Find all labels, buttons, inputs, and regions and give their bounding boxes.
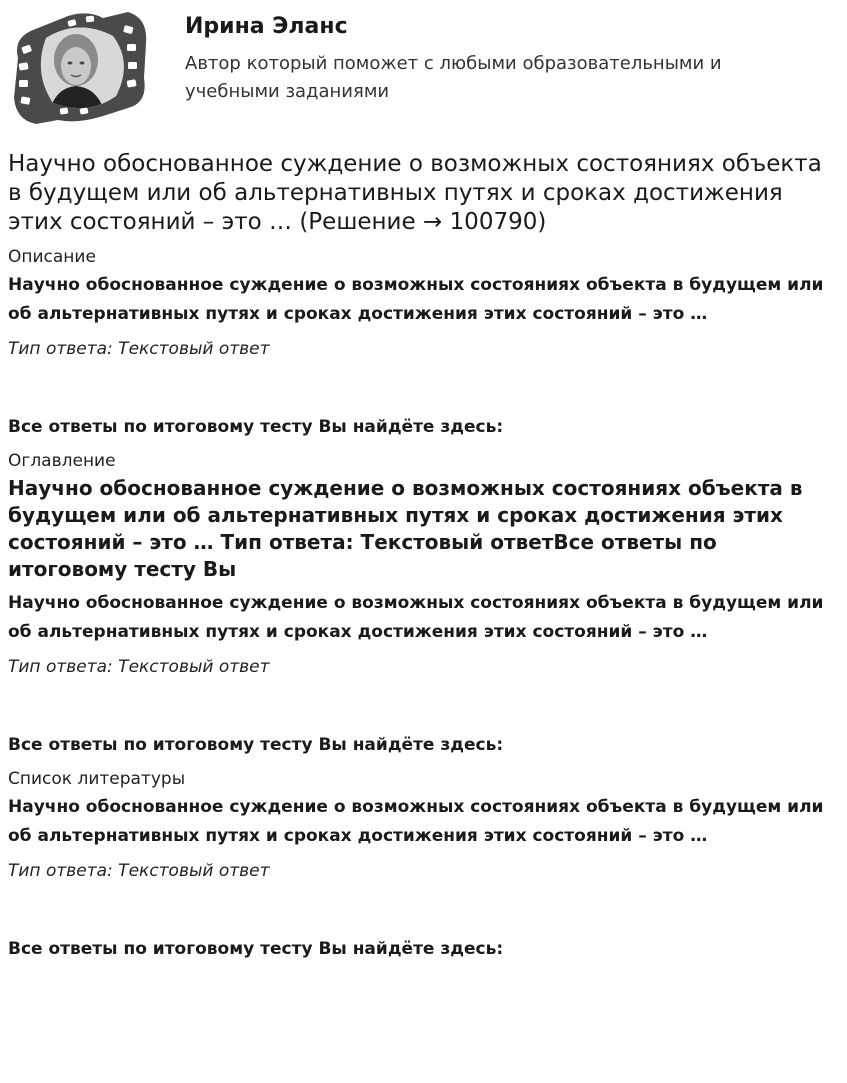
main-content	[8, 150, 838, 971]
description-answer-type: Тип ответа: Текстовый ответ	[8, 339, 270, 359]
toc-all-answers: Все ответы по итоговому тесту Вы найдёте здесь:	[8, 735, 504, 755]
toc-answer-type: Тип ответа: Текстовый ответ	[8, 657, 270, 677]
toc-section	[8, 449, 838, 759]
literature-section	[8, 767, 838, 963]
description-label: Описание	[8, 247, 96, 267]
author-description: Автор который поможет с любыми образовательными и учебными заданиями	[185, 53, 722, 102]
description-section	[8, 245, 838, 441]
literature-question: Научно обоснованное суждение о возможных состояниях объекта в будущем или об альтернативных путях и сроках достижения этих состояний – это …	[8, 797, 824, 846]
toc-question: Научно обоснованное суждение о возможных состояниях объекта в будущем или об альтернативных путях и сроках достижения этих состояний – это …	[8, 593, 824, 642]
description-all-answers: Все ответы по итоговому тесту Вы найдёте здесь:	[8, 417, 504, 437]
page-title: Научно обоснованное суждение о возможных состояниях объекта в будущем или об альтернативных путях и сроках достижения этих состояний – это … (Решение → 100790)	[8, 151, 822, 235]
toc-heading: Научно обоснованное суждение о возможных состояниях объекта в будущем или об альтернативных путях и сроках достижения этих состояний – это … Тип ответа: Текстовый ответВсе ответы по итоговому тесту Вы	[8, 476, 803, 581]
literature-all-answers: Все ответы по итоговому тесту Вы найдёте здесь:	[8, 939, 504, 959]
toc-label: Оглавление	[8, 451, 116, 471]
author-name[interactable]: Ирина Эланс	[185, 14, 348, 39]
author-header	[8, 8, 838, 128]
literature-answer-type: Тип ответа: Текстовый ответ	[8, 861, 270, 881]
description-question: Научно обоснованное суждение о возможных состояниях объекта в будущем или об альтернативных путях и сроках достижения этих состояний – это …	[8, 275, 824, 324]
author-avatar[interactable]	[8, 8, 150, 126]
literature-label: Список литературы	[8, 769, 186, 789]
